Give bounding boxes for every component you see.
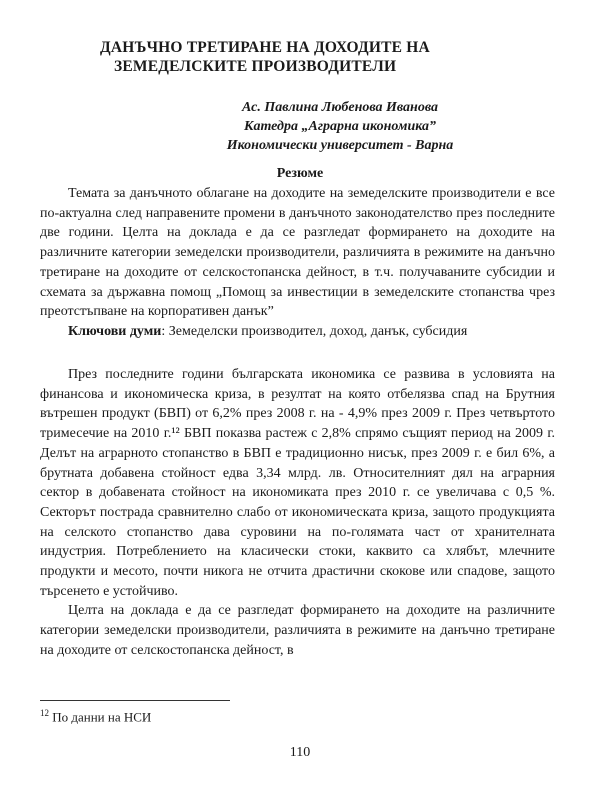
title-line-2: ЗЕМЕДЕЛСКИТЕ ПРОИЗВОДИТЕЛИ xyxy=(114,58,397,75)
footnote-marker: 12 xyxy=(40,708,49,718)
author-name: Ас. Павлина Любенова Иванова xyxy=(242,100,438,115)
abstract-body xyxy=(40,184,555,322)
keywords-text: : Земеделски производител, доход, данък, субсидия xyxy=(161,324,468,339)
author-department: Катедра „Аграрна икономика” xyxy=(243,119,436,134)
main-paragraph-1: През последните години българската икономика се развива в условията на финансова и икономическа криза, в резултат на която отбелязва спад на Брутния вътрешен продукт (БВП) от 6,2% през 2008 г. на - 4,9% през 2009 г. През четвъртото тримесечие на 2010 г.¹² БВП показва растеж с 2,8% спрямо същият период на 2009 г. Делът на аграрното стопанство в БВП е традиционно нисък, през 2009 г. е бил 6%, а брутната добавена стойност едва 3,34 млрд. лв. Относителният дял на аграрния сектор в добавената стойност на икономиката през 2010 г. се увеличава с 0,5 %. Секторът пострада сравнително слабо от икономическата криза, защото продукцията на селското стопанство дава суровини на по-голямата част от хранителната индустрия. Потреблението на класически стоки, каквито са хлябът, млечните продукти и месото, почти никога не отчита драстични скокове или спадове, защото търсенето е устойчиво. xyxy=(40,367,555,599)
footnote-text: По данни на НСИ xyxy=(52,709,152,725)
author-university: Икономически университет - Варна xyxy=(226,138,454,153)
keywords xyxy=(68,324,467,340)
keywords-label: Ключови думи xyxy=(68,324,162,339)
author-block xyxy=(140,98,540,155)
abstract-paragraph: Темата за данъчното облагане на доходите на земеделските производители е все по-актуална след направените промени в данъчното законодателство през последните две години. Целта на доклада е да се разгледат формирането на доходите на различните категории земеделски производители, различията в режимите на данъчно третиране на доходите от селскостопанска дейност, в т.ч. получаваните субсидии и схемата за държавна помощ „Помощ за инвестиции в земеделските стопанства чрез преотстъпване на корпоративен данък” xyxy=(40,186,555,320)
title-line-1: ДАНЪЧНО ТРЕТИРАНЕ НА ДОХОДИТЕ НА xyxy=(100,39,430,56)
footnote-divider xyxy=(40,700,230,701)
paper-title xyxy=(100,38,520,76)
page-number: 110 xyxy=(289,745,311,760)
abstract-heading: Резюме xyxy=(276,166,324,181)
main-paragraph-2: Целта на доклада е да се разгледат формирането на доходите на различните категории земеделски производители, различията в режимите на данъчно третиране на доходите от селскостопанска дейност, в xyxy=(40,603,555,658)
main-body xyxy=(40,365,555,661)
footnote xyxy=(40,708,151,725)
